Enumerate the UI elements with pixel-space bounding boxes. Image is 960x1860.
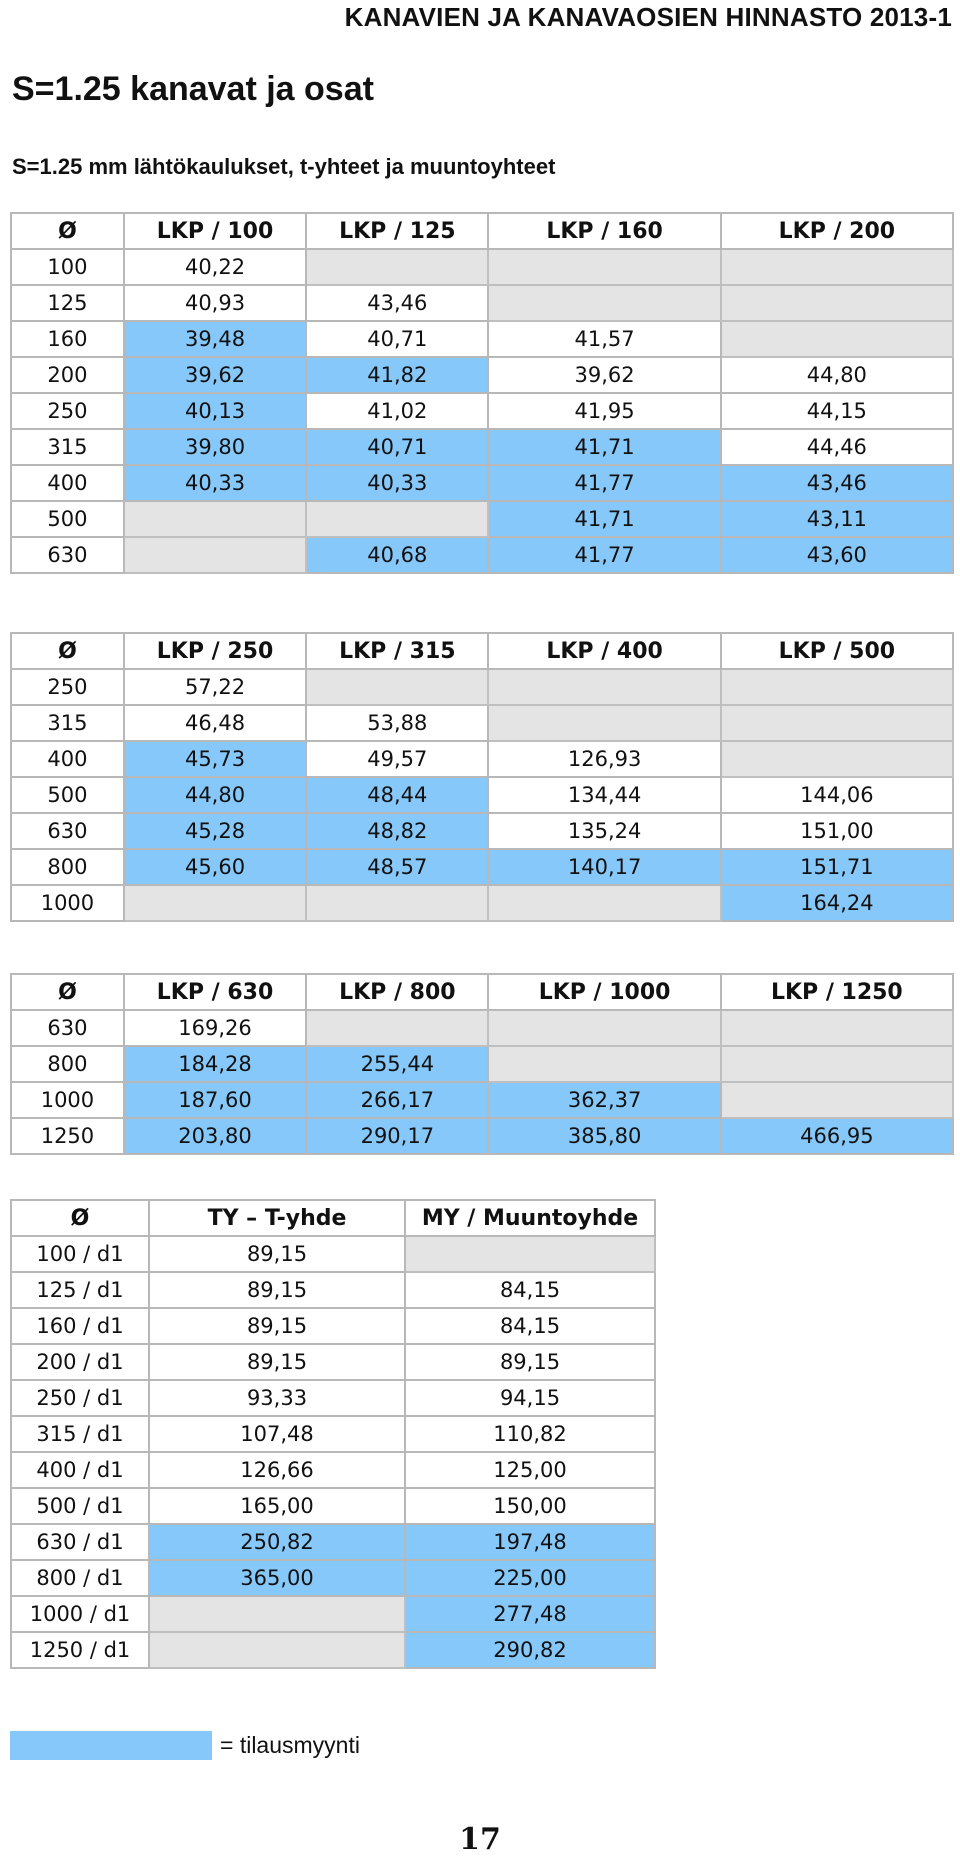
- section-subtitle: S=1.25 mm lähtökaulukset, t-yhteet ja muuntoyhteet: [12, 154, 556, 179]
- diameter-cell: 800: [11, 849, 124, 885]
- price-cell: 45,28: [124, 813, 306, 849]
- empty-price-cell: [488, 1010, 720, 1046]
- table-row: [11, 1344, 655, 1380]
- column-header-diameter: Ø: [11, 1200, 149, 1236]
- table-row: [11, 1118, 953, 1154]
- table-row: [11, 885, 953, 921]
- price-cell: 125,00: [405, 1452, 655, 1488]
- price-cell: 84,15: [405, 1308, 655, 1344]
- price-cell: 225,00: [405, 1560, 655, 1596]
- table-row: [11, 465, 953, 501]
- empty-price-cell: [721, 285, 953, 321]
- diameter-cell: 250: [11, 669, 124, 705]
- diameter-cell: 400 / d1: [11, 1452, 149, 1488]
- price-cell: 46,48: [124, 705, 306, 741]
- table-row: [11, 777, 953, 813]
- price-cell: 40,33: [306, 465, 488, 501]
- diameter-cell: 200 / d1: [11, 1344, 149, 1380]
- diameter-cell: 400: [11, 465, 124, 501]
- price-cell: 144,06: [721, 777, 953, 813]
- empty-price-cell: [488, 705, 720, 741]
- price-cell: 43,60: [721, 537, 953, 573]
- column-header: LKP / 500: [721, 633, 953, 669]
- diameter-cell: 500: [11, 501, 124, 537]
- price-cell: 84,15: [405, 1272, 655, 1308]
- column-header-diameter: Ø: [11, 633, 124, 669]
- diameter-cell: 800 / d1: [11, 1560, 149, 1596]
- price-cell: 250,82: [149, 1524, 405, 1560]
- column-header: LKP / 125: [306, 213, 488, 249]
- price-cell: 40,71: [306, 429, 488, 465]
- price-cell: 48,57: [306, 849, 488, 885]
- price-table-lkp-100-200: [10, 212, 954, 574]
- price-cell: 49,57: [306, 741, 488, 777]
- price-cell: 44,46: [721, 429, 953, 465]
- price-cell: 184,28: [124, 1046, 306, 1082]
- price-cell: 140,17: [488, 849, 720, 885]
- column-header: LKP / 160: [488, 213, 720, 249]
- price-cell: 41,95: [488, 393, 720, 429]
- price-cell: 187,60: [124, 1082, 306, 1118]
- price-cell: 41,71: [488, 429, 720, 465]
- empty-price-cell: [721, 1082, 953, 1118]
- empty-price-cell: [488, 285, 720, 321]
- price-cell: 45,60: [124, 849, 306, 885]
- column-header: LKP / 1000: [488, 974, 720, 1010]
- empty-price-cell: [488, 1046, 720, 1082]
- price-cell: 93,33: [149, 1380, 405, 1416]
- diameter-cell: 630 / d1: [11, 1524, 149, 1560]
- price-cell: 40,68: [306, 537, 488, 573]
- price-cell: 89,15: [149, 1236, 405, 1272]
- table-row: [11, 1380, 655, 1416]
- diameter-cell: 160: [11, 321, 124, 357]
- column-header: LKP / 100: [124, 213, 306, 249]
- legend-swatch: [10, 1731, 212, 1760]
- empty-price-cell: [124, 537, 306, 573]
- price-cell: 39,80: [124, 429, 306, 465]
- price-cell: 135,24: [488, 813, 720, 849]
- price-cell: 41,77: [488, 465, 720, 501]
- price-cell: 89,15: [149, 1344, 405, 1380]
- table-row: [11, 705, 953, 741]
- price-cell: 126,93: [488, 741, 720, 777]
- table-row: [11, 1236, 655, 1272]
- price-table-lkp-630-1250: [10, 973, 954, 1155]
- table-row: [11, 393, 953, 429]
- price-cell: 40,93: [124, 285, 306, 321]
- table-row: [11, 741, 953, 777]
- diameter-cell: 500 / d1: [11, 1488, 149, 1524]
- diameter-cell: 315: [11, 429, 124, 465]
- price-cell: 126,66: [149, 1452, 405, 1488]
- diameter-cell: 630: [11, 813, 124, 849]
- price-cell: 94,15: [405, 1380, 655, 1416]
- column-header: LKP / 315: [306, 633, 488, 669]
- price-cell: 203,80: [124, 1118, 306, 1154]
- empty-price-cell: [306, 1010, 488, 1046]
- diameter-cell: 315 / d1: [11, 1416, 149, 1452]
- empty-price-cell: [721, 741, 953, 777]
- price-cell: 41,77: [488, 537, 720, 573]
- empty-price-cell: [149, 1596, 405, 1632]
- column-header: LKP / 400: [488, 633, 720, 669]
- price-cell: 40,13: [124, 393, 306, 429]
- diameter-cell: 315: [11, 705, 124, 741]
- price-cell: 44,80: [721, 357, 953, 393]
- empty-price-cell: [488, 885, 720, 921]
- table-row: [11, 537, 953, 573]
- price-cell: 45,73: [124, 741, 306, 777]
- price-cell: 48,44: [306, 777, 488, 813]
- price-cell: 362,37: [488, 1082, 720, 1118]
- price-cell: 41,02: [306, 393, 488, 429]
- price-cell: 164,24: [721, 885, 953, 921]
- price-cell: 44,80: [124, 777, 306, 813]
- empty-price-cell: [488, 249, 720, 285]
- table-row: [11, 321, 953, 357]
- price-cell: 365,00: [149, 1560, 405, 1596]
- diameter-cell: 1250: [11, 1118, 124, 1154]
- price-cell: 43,46: [306, 285, 488, 321]
- empty-price-cell: [124, 885, 306, 921]
- price-table-lkp-250-500: [10, 632, 954, 922]
- table-row: [11, 1082, 953, 1118]
- price-cell: 385,80: [488, 1118, 720, 1154]
- diameter-cell: 125 / d1: [11, 1272, 149, 1308]
- diameter-cell: 200: [11, 357, 124, 393]
- price-cell: 44,15: [721, 393, 953, 429]
- diameter-cell: 800: [11, 1046, 124, 1082]
- empty-price-cell: [149, 1632, 405, 1668]
- price-cell: 43,11: [721, 501, 953, 537]
- price-cell: 266,17: [306, 1082, 488, 1118]
- table-row: [11, 1632, 655, 1668]
- price-cell: 40,33: [124, 465, 306, 501]
- empty-price-cell: [306, 501, 488, 537]
- table-row: [11, 1596, 655, 1632]
- diameter-cell: 100 / d1: [11, 1236, 149, 1272]
- price-cell: 165,00: [149, 1488, 405, 1524]
- table-row: [11, 501, 953, 537]
- empty-price-cell: [721, 705, 953, 741]
- page-number: 17: [459, 1822, 501, 1857]
- price-cell: 107,48: [149, 1416, 405, 1452]
- price-cell: 277,48: [405, 1596, 655, 1632]
- price-cell: 290,82: [405, 1632, 655, 1668]
- price-cell: 151,00: [721, 813, 953, 849]
- empty-price-cell: [488, 669, 720, 705]
- empty-price-cell: [721, 1046, 953, 1082]
- column-header: LKP / 800: [306, 974, 488, 1010]
- table-row: [11, 1272, 655, 1308]
- price-cell: 57,22: [124, 669, 306, 705]
- empty-price-cell: [405, 1236, 655, 1272]
- price-cell: 53,88: [306, 705, 488, 741]
- column-header-diameter: Ø: [11, 974, 124, 1010]
- table-row: [11, 1452, 655, 1488]
- price-cell: 39,62: [124, 357, 306, 393]
- column-header: MY / Muuntoyhde: [405, 1200, 655, 1236]
- column-header-diameter: Ø: [11, 213, 124, 249]
- table-row: [11, 1010, 953, 1046]
- price-cell: 110,82: [405, 1416, 655, 1452]
- empty-price-cell: [306, 885, 488, 921]
- page-title: S=1.25 kanavat ja osat: [12, 70, 374, 108]
- price-cell: 197,48: [405, 1524, 655, 1560]
- price-cell: 290,17: [306, 1118, 488, 1154]
- diameter-cell: 1000: [11, 885, 124, 921]
- column-header: LKP / 250: [124, 633, 306, 669]
- header-row: [11, 633, 953, 669]
- table-row: [11, 813, 953, 849]
- table-row: [11, 1046, 953, 1082]
- diameter-cell: 1250 / d1: [11, 1632, 149, 1668]
- price-cell: 150,00: [405, 1488, 655, 1524]
- empty-price-cell: [721, 1010, 953, 1046]
- table-row: [11, 285, 953, 321]
- diameter-cell: 400: [11, 741, 124, 777]
- table-row: [11, 1416, 655, 1452]
- diameter-cell: 630: [11, 1010, 124, 1046]
- empty-price-cell: [721, 249, 953, 285]
- diameter-cell: 160 / d1: [11, 1308, 149, 1344]
- empty-price-cell: [721, 669, 953, 705]
- price-cell: 89,15: [149, 1272, 405, 1308]
- diameter-cell: 500: [11, 777, 124, 813]
- price-cell: 41,82: [306, 357, 488, 393]
- table-row: [11, 1308, 655, 1344]
- price-cell: 43,46: [721, 465, 953, 501]
- diameter-cell: 630: [11, 537, 124, 573]
- price-cell: 169,26: [124, 1010, 306, 1046]
- price-cell: 41,57: [488, 321, 720, 357]
- table-row: [11, 1560, 655, 1596]
- empty-price-cell: [306, 249, 488, 285]
- table-row: [11, 357, 953, 393]
- empty-price-cell: [306, 669, 488, 705]
- header-row: [11, 1200, 655, 1236]
- table-row: [11, 429, 953, 465]
- price-cell: 89,15: [149, 1308, 405, 1344]
- price-cell: 41,71: [488, 501, 720, 537]
- diameter-cell: 250 / d1: [11, 1380, 149, 1416]
- price-cell: 40,71: [306, 321, 488, 357]
- column-header: LKP / 200: [721, 213, 953, 249]
- table-row: [11, 1488, 655, 1524]
- diameter-cell: 250: [11, 393, 124, 429]
- diameter-cell: 100: [11, 249, 124, 285]
- table-row: [11, 249, 953, 285]
- table-row: [11, 1524, 655, 1560]
- diameter-cell: 125: [11, 285, 124, 321]
- document-title: KANAVIEN JA KANAVAOSIEN HINNASTO 2013-1: [344, 2, 952, 32]
- price-cell: 255,44: [306, 1046, 488, 1082]
- diameter-cell: 1000 / d1: [11, 1596, 149, 1632]
- table-row: [11, 669, 953, 705]
- column-header: TY – T-yhde: [149, 1200, 405, 1236]
- price-cell: 39,62: [488, 357, 720, 393]
- column-header: LKP / 1250: [721, 974, 953, 1010]
- price-cell: 48,82: [306, 813, 488, 849]
- price-cell: 466,95: [721, 1118, 953, 1154]
- header-row: [11, 974, 953, 1010]
- legend-label: = tilausmyynti: [220, 1732, 360, 1758]
- empty-price-cell: [721, 321, 953, 357]
- price-cell: 89,15: [405, 1344, 655, 1380]
- empty-price-cell: [124, 501, 306, 537]
- table-row: [11, 849, 953, 885]
- diameter-cell: 1000: [11, 1082, 124, 1118]
- header-row: [11, 213, 953, 249]
- price-cell: 134,44: [488, 777, 720, 813]
- price-cell: 39,48: [124, 321, 306, 357]
- price-table-tee-and-reducer: [10, 1199, 656, 1669]
- price-cell: 40,22: [124, 249, 306, 285]
- column-header: LKP / 630: [124, 974, 306, 1010]
- price-cell: 151,71: [721, 849, 953, 885]
